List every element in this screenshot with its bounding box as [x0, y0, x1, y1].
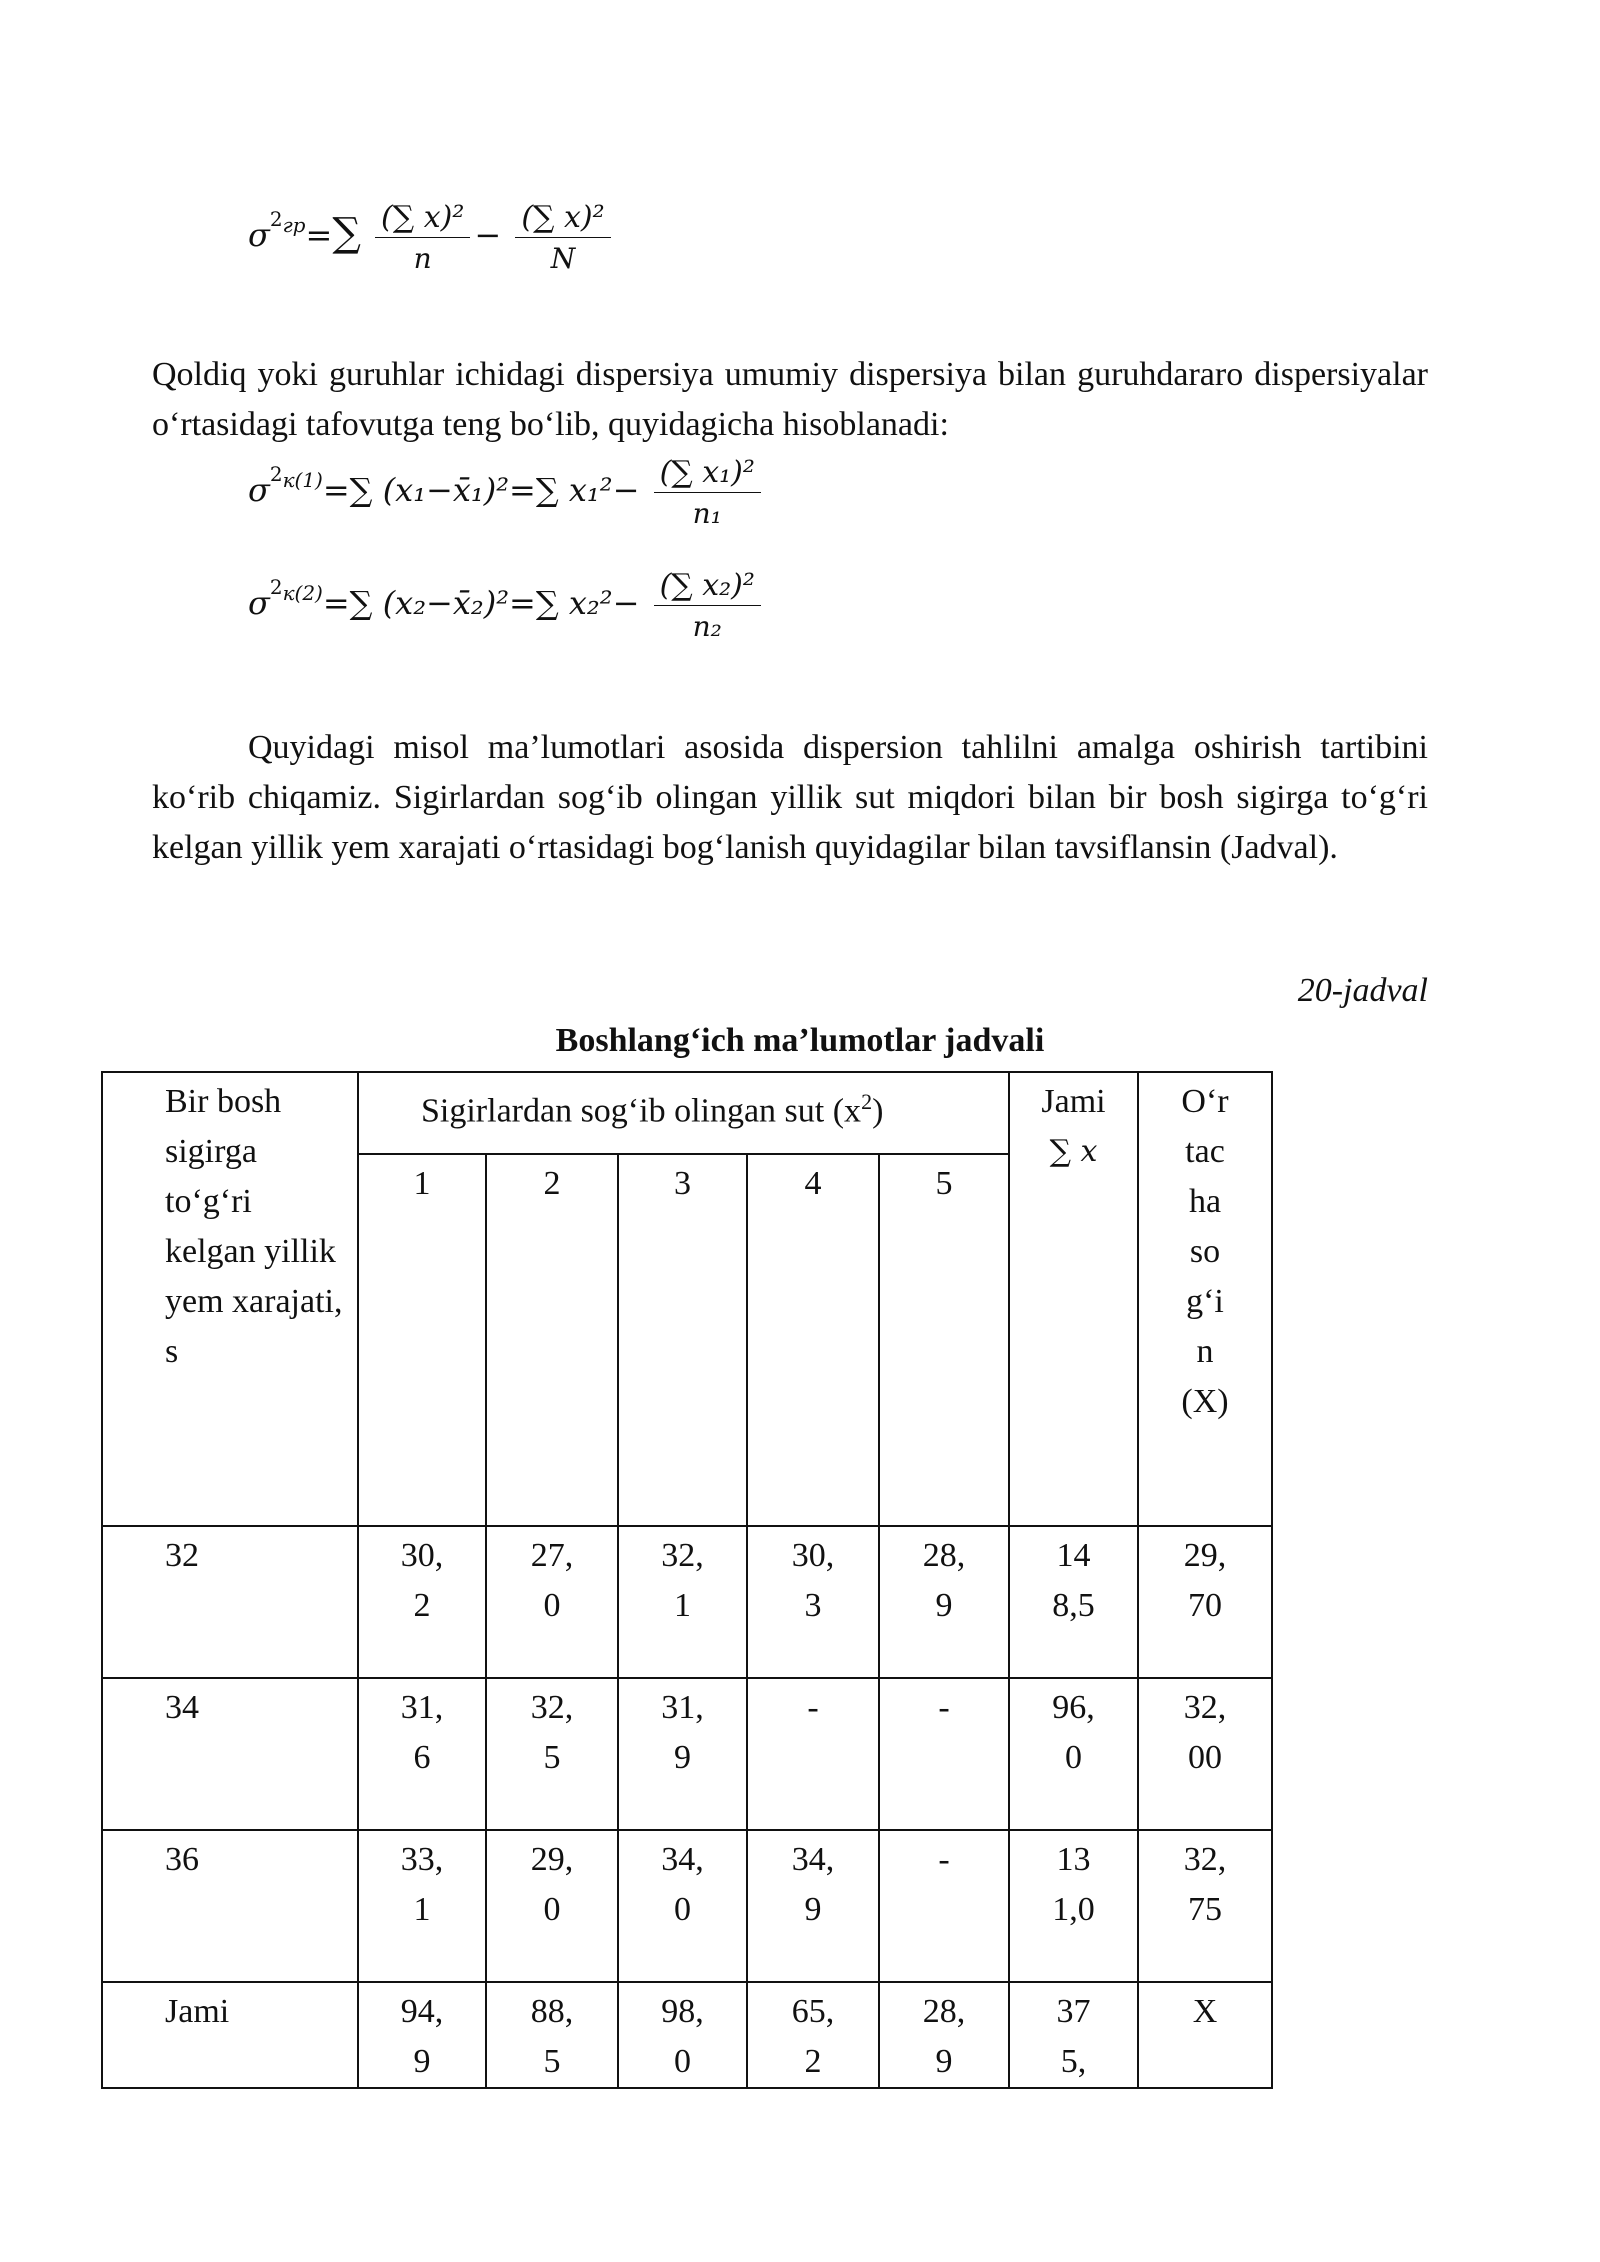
sigma-symbol: σ [248, 216, 270, 254]
header-total [1009, 1072, 1138, 1526]
table-row [102, 1678, 1272, 1830]
formula-sub: к(2) [282, 581, 323, 605]
row-value: 27,0 [530, 1537, 574, 1624]
row-total: 375, [1056, 1993, 1091, 2080]
numerator: (∑ x)² [375, 200, 470, 238]
denominator: n₁ [692, 497, 722, 530]
row-value: 31,6 [400, 1689, 444, 1776]
row-value: 88,5 [530, 1993, 574, 2080]
formula-sub: к(1) [282, 468, 323, 492]
formula-sub: гр [282, 213, 306, 237]
row-value: 32,5 [530, 1689, 574, 1776]
data-table [101, 1071, 1273, 2089]
row-value: 32,1 [661, 1537, 704, 1624]
header-milk-sup: 2 [861, 1089, 873, 1114]
row-total: 148,5 [1052, 1537, 1095, 1624]
fraction [654, 568, 761, 643]
header-average-label: O‘rtacha sog‘in (X) [1181, 1083, 1229, 1420]
row-total: 96,0 [1052, 1689, 1095, 1776]
table-number-label: 20-jadval [1297, 972, 1428, 1009]
formula-body: =∑ (x₁−x̄₁)²=∑ x₁²− [322, 471, 640, 509]
row-value: - [938, 1841, 950, 1878]
row-value: - [807, 1689, 819, 1726]
column-header-4: 4 [747, 1154, 879, 1526]
header-milk-text: Sigirlardan sog‘ib olingan sut (x [421, 1092, 862, 1130]
paragraph-example: Quyidagi misol ma’lumotlari asosida dispersion tahlilni amalga oshirish tartibini ko‘rib chiqamiz. Sigirlardan sog‘ib olingan yillik sut miqdori bilan bir bosh sigirga to‘g‘ri kelgan yillik yem xarajati o‘rtasidagi bog‘lanish quyidagilar bilan tavsiflansin (Jadval). [152, 729, 1428, 866]
row-value: 34,9 [791, 1841, 835, 1928]
row-value: 34,0 [661, 1841, 704, 1928]
row-value: 65,2 [791, 1993, 835, 2080]
paragraph-residual-dispersion: Qoldiq yoki guruhlar ichidagi dispersiya umumiy dispersiya bilan guruhdararo dispersiyalar o‘rtasidagi tafovutga teng bo‘lib, quyidagicha hisoblanadi: [152, 356, 1428, 443]
row-average: 29,70 [1183, 1537, 1227, 1624]
row-value: 94,9 [400, 1993, 444, 2080]
fraction-2 [515, 200, 610, 275]
row-total: 131,0 [1052, 1841, 1095, 1928]
denominator: n₂ [692, 610, 722, 643]
sum-symbol: ∑ [332, 210, 361, 256]
row-value: 30,3 [791, 1537, 835, 1624]
sigma-symbol: σ [248, 584, 270, 622]
row-average: X [1192, 1993, 1218, 2030]
header-total-label: Jami [1041, 1083, 1106, 1120]
row-feed: Jami [102, 1982, 358, 2088]
formula-body: =∑ (x₂−x̄₂)²=∑ x₂²− [322, 584, 640, 622]
row-value: 98,0 [661, 1993, 704, 2080]
table-row [102, 1830, 1272, 1982]
table-row [102, 1526, 1272, 1678]
row-value: 30,2 [400, 1537, 444, 1624]
row-feed: 32 [102, 1526, 358, 1678]
formula-group-dispersion [248, 200, 615, 275]
formula-sup: 2 [269, 575, 283, 599]
formula-residual-1 [248, 455, 765, 530]
row-value: - [938, 1689, 950, 1726]
sigma-symbol: σ [248, 471, 270, 509]
column-header-2: 2 [486, 1154, 618, 1526]
formula-residual-2 [248, 568, 765, 643]
equals-sign: = [305, 216, 333, 254]
row-value: 29,0 [530, 1841, 574, 1928]
table-title: Boshlang‘ich ma’lumotlar jadvali [555, 1022, 1045, 1059]
row-value: 33,1 [400, 1841, 444, 1928]
formula-sup: 2 [269, 462, 283, 486]
row-feed: 34 [102, 1678, 358, 1830]
column-header-3: 3 [618, 1154, 747, 1526]
formula-sup: 2 [269, 207, 283, 231]
header-average [1138, 1072, 1272, 1526]
row-value: 28,9 [922, 1537, 966, 1624]
denominator: N [550, 242, 576, 275]
numerator: (∑ x₁)² [654, 455, 761, 493]
denominator: n [413, 242, 432, 275]
fraction [654, 455, 761, 530]
column-header-1: 1 [358, 1154, 486, 1526]
row-feed: 36 [102, 1830, 358, 1982]
row-value: 28,9 [922, 1993, 966, 2080]
row-average: 32,00 [1183, 1689, 1227, 1776]
minus-sign: − [474, 216, 502, 254]
row-average: 32,75 [1183, 1841, 1227, 1928]
header-feed-cost: Bir bosh sigirga to‘g‘ri kelgan yillik yem xarajati, s [102, 1072, 358, 1526]
table-row-total [102, 1982, 1272, 2088]
header-milk-yield [358, 1072, 1009, 1154]
header-total-symbol: ∑ x [1049, 1134, 1098, 1169]
row-value: 31,9 [661, 1689, 704, 1776]
fraction-1 [375, 200, 470, 275]
header-milk-close: ) [872, 1092, 884, 1130]
numerator: (∑ x)² [515, 200, 610, 238]
numerator: (∑ x₂)² [654, 568, 761, 606]
column-header-5: 5 [879, 1154, 1009, 1526]
